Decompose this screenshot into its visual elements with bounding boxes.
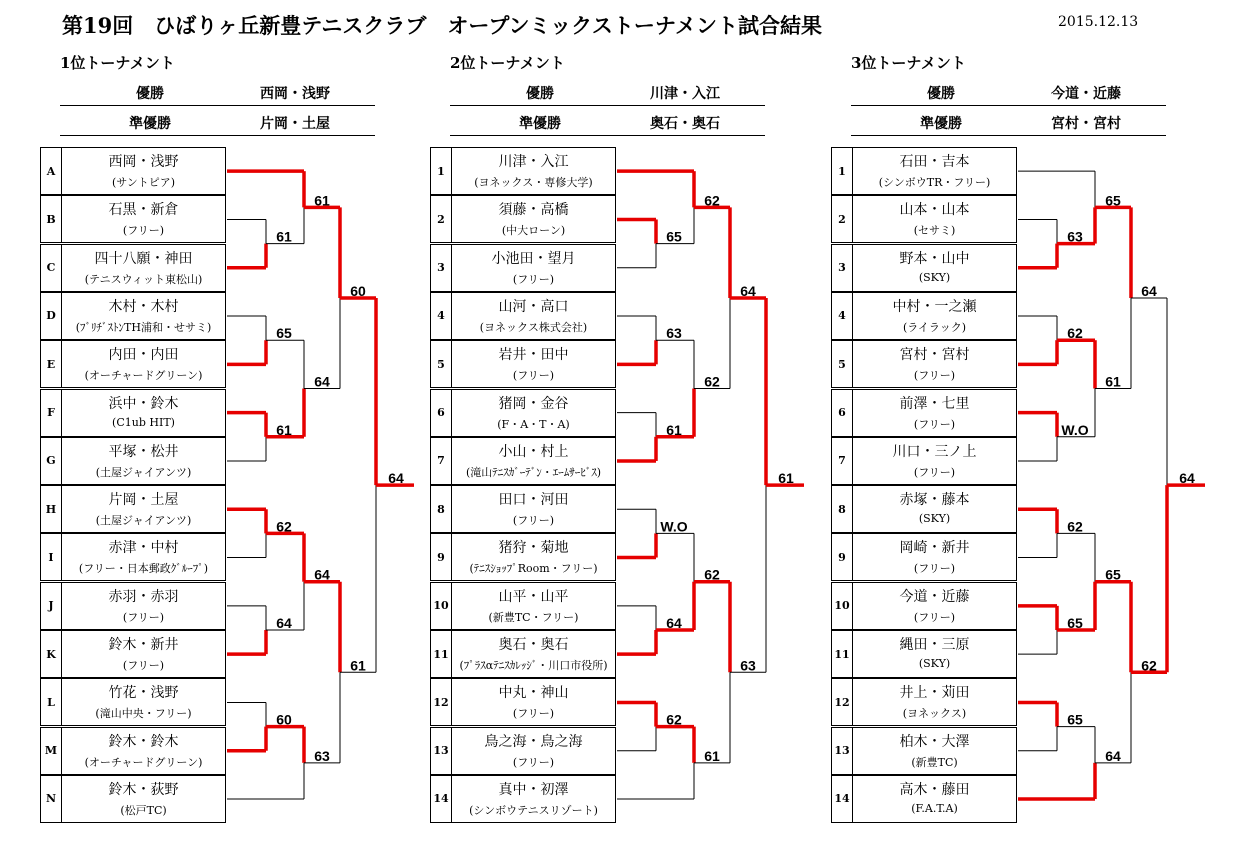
team-club: (C1ub HIT)	[112, 415, 175, 429]
team-club: (テニスウィット東松山)	[84, 272, 203, 286]
seed-label: B	[40, 195, 62, 243]
match-score: 65	[1067, 615, 1083, 631]
page-title: 第19回 ひばりヶ丘新豊テニスクラブ オープンミックストーナメント試合結果	[62, 13, 823, 38]
team-club: (ヨネックス株式会社)	[479, 320, 588, 334]
bracket-lines	[831, 0, 1231, 857]
team-names: 真中・初澤	[498, 781, 569, 798]
team-club: (フリー)	[913, 417, 956, 431]
team-club: (フリー)	[512, 272, 555, 286]
match-score: 62	[1067, 325, 1083, 342]
match-score: 61	[1105, 373, 1121, 390]
seed-label: 5	[430, 340, 452, 388]
seed-label: K	[40, 630, 62, 678]
match-score: 65	[1067, 711, 1083, 728]
team-names: 内田・内田	[108, 347, 179, 364]
team-club: (フリー・日本郵政ｸﾞﾙｰﾌﾟ)	[78, 562, 209, 576]
team-names: 奥石・奥石	[498, 637, 569, 653]
team-names: 鳥之海・鳥之海	[484, 733, 583, 750]
team-club: (ﾌﾟﾗｽαﾃﾆｽｶﾚｯｼﾞ・川口市役所)	[459, 659, 608, 672]
seed-label: N	[40, 775, 62, 823]
runnerup-value: 奥石・奥石	[650, 116, 720, 132]
seed-label: 12	[430, 678, 452, 726]
seed-label: 7	[831, 437, 853, 485]
team-names: 小山・村上	[498, 443, 569, 460]
team-club: (ライラック)	[902, 320, 967, 334]
team-names: 赤羽・赤羽	[108, 588, 179, 605]
seed-label: 13	[831, 727, 853, 775]
team-club: (オーチャードグリーン)	[84, 755, 203, 769]
team-names: 石黒・新倉	[108, 202, 179, 219]
seed-label: L	[40, 678, 62, 726]
team-names: 鈴木・新井	[108, 637, 179, 653]
team-club: (土屋ジャイアンツ)	[95, 514, 192, 528]
team-club: (フリー)	[122, 659, 165, 672]
winner-label: 優勝	[136, 86, 164, 102]
match-score: 65	[1105, 566, 1121, 583]
match-score: 63	[666, 325, 682, 342]
team-names: 田口・河田	[498, 492, 569, 509]
seed-label: 3	[430, 244, 452, 292]
seed-label: 5	[831, 340, 853, 388]
bracket-title: 2位トーナメント	[450, 54, 565, 72]
team-club: (フリー)	[913, 562, 956, 576]
team-names: 山本・山本	[899, 202, 970, 219]
team-club: (シンボウテニスリゾート)	[469, 803, 598, 817]
team-names: 鈴木・荻野	[108, 781, 179, 798]
team-names: 浜中・鈴木	[108, 395, 179, 412]
bracket-title: 3位トーナメント	[851, 54, 966, 72]
match-score: 63	[314, 747, 330, 764]
bracket-section-1	[40, 0, 404, 857]
team-club: (ﾌﾞﾘﾁﾞｽﾄﾝTH浦和・せサミ)	[75, 320, 212, 334]
bracket-lines	[430, 0, 830, 857]
team-club: (フリー)	[512, 707, 555, 721]
team-club: (新豊TC)	[911, 755, 958, 769]
match-score: 61	[276, 228, 292, 245]
match-score: 64	[314, 373, 330, 390]
winner-label: 優勝	[927, 86, 955, 102]
match-score: 62	[666, 711, 682, 728]
team-club: (ヨネックス)	[902, 707, 967, 721]
team-club: (新豊TC・フリー)	[488, 610, 579, 624]
team-names: 宮村・宮村	[899, 347, 970, 364]
team-names: 赤津・中村	[108, 540, 179, 557]
seed-label: 9	[831, 533, 853, 581]
match-score: 64	[276, 615, 292, 631]
team-names: 中丸・神山	[498, 685, 569, 702]
team-club: (松戸TC)	[120, 803, 167, 817]
match-score: 63	[740, 657, 756, 674]
team-names: 今道・近藤	[899, 588, 970, 605]
team-names: 岩井・田中	[498, 347, 569, 364]
match-score: 61	[704, 747, 720, 764]
team-club: (滝山中央・フリー)	[95, 707, 192, 721]
match-score: 64	[740, 282, 756, 299]
match-score: 62	[704, 192, 720, 209]
team-club: (フリー)	[512, 369, 555, 383]
team-club: (フリー)	[122, 224, 165, 238]
team-names: 鈴木・鈴木	[108, 733, 179, 750]
bracket-section-3	[831, 0, 1195, 857]
seed-label: C	[40, 244, 62, 292]
winner-value: 川津・入江	[650, 86, 720, 102]
seed-label: 13	[430, 727, 452, 775]
bracket-lines	[40, 0, 440, 857]
team-names: 山河・高口	[498, 298, 569, 315]
team-club: (F・A・T・A)	[497, 417, 570, 431]
team-club: (SKY)	[918, 657, 951, 670]
seed-label: 2	[831, 195, 853, 243]
match-score: W.O	[660, 518, 688, 535]
seed-label: 8	[831, 485, 853, 533]
team-club: (サントピア)	[111, 176, 176, 189]
team-names: 中村・一之瀬	[892, 298, 977, 315]
team-club: (フリー)	[913, 610, 956, 624]
match-score: 60	[350, 282, 366, 299]
seed-label: 4	[831, 292, 853, 340]
seed-label: J	[40, 582, 62, 630]
seed-label: M	[40, 727, 62, 775]
team-club: (シンボウTR・フリー)	[878, 176, 991, 189]
team-names: 柏木・大澤	[899, 733, 970, 750]
runnerup-label: 準優勝	[920, 116, 962, 132]
team-club: (セサミ)	[913, 224, 956, 238]
seed-label: 12	[831, 678, 853, 726]
seed-label: D	[40, 292, 62, 340]
team-names: 野本・山中	[899, 250, 970, 267]
match-score: 64	[1105, 747, 1121, 764]
seed-label: A	[40, 147, 62, 195]
team-names: 猪狩・菊地	[498, 540, 569, 557]
team-names: 岡崎・新井	[899, 540, 970, 557]
team-club: (土屋ジャイアンツ)	[95, 465, 192, 479]
seed-label: 9	[430, 533, 452, 581]
seed-label: 1	[831, 147, 853, 195]
match-score: 64	[1179, 470, 1195, 487]
seed-label: 8	[430, 485, 452, 533]
team-names: 竹花・浅野	[108, 685, 179, 702]
match-score: 61	[276, 421, 292, 438]
team-club: (F.A.T.A)	[911, 801, 958, 815]
event-date: 2015.12.13	[1058, 14, 1139, 30]
bracket-section-2	[430, 0, 794, 857]
match-score: 61	[350, 657, 366, 674]
winner-label: 優勝	[526, 86, 554, 102]
team-names: 川津・入江	[498, 154, 569, 170]
team-club: (ヨネックス・専修大学)	[474, 176, 593, 189]
seed-label: 10	[430, 582, 452, 630]
match-score: 65	[1105, 192, 1121, 209]
match-score: W.O	[1061, 421, 1089, 438]
winner-value: 今道・近藤	[1051, 86, 1121, 102]
team-names: 平塚・松井	[108, 443, 179, 460]
seed-label: 11	[831, 630, 853, 678]
team-club: (SKY)	[918, 512, 951, 526]
team-names: 西岡・浅野	[108, 154, 179, 170]
team-names: 川口・三ノ上	[892, 443, 977, 460]
seed-label: 1	[430, 147, 452, 195]
team-names: 木村・木村	[108, 298, 179, 315]
match-score: 64	[666, 615, 682, 631]
team-club: (中大ローン)	[501, 224, 566, 238]
team-names: 縄田・三原	[899, 637, 970, 653]
team-club: (ﾃﾆｽｼｮｯﾌﾟRoom・フリー)	[469, 562, 598, 576]
team-club: (フリー)	[512, 514, 555, 528]
team-names: 四十八願・神田	[94, 250, 193, 267]
team-club: (オーチャードグリーン)	[84, 369, 203, 383]
seed-label: 14	[831, 775, 853, 823]
runnerup-value: 片岡・土屋	[260, 116, 330, 132]
team-names: 小池田・望月	[491, 250, 576, 267]
team-club: (滝山ﾃﾆｽｶﾞｰﾃﾞﾝ・ｴｰﾑｻｰﾋﾞｽ)	[465, 465, 602, 479]
match-score: 64	[314, 566, 330, 583]
seed-label: 4	[430, 292, 452, 340]
seed-label: 6	[831, 389, 853, 437]
team-names: 片岡・土屋	[108, 492, 179, 509]
seed-label: I	[40, 533, 62, 581]
seed-label: 6	[430, 389, 452, 437]
team-club: (SKY)	[918, 270, 951, 284]
team-names: 石田・吉本	[899, 154, 970, 170]
match-score: 61	[778, 470, 794, 487]
team-names: 猪岡・金谷	[498, 395, 569, 412]
seed-label: H	[40, 485, 62, 533]
match-score: 62	[1067, 518, 1083, 535]
seed-label: 11	[430, 630, 452, 678]
match-score: 62	[704, 373, 720, 390]
match-score: 63	[1067, 228, 1083, 245]
match-score: 65	[276, 325, 292, 342]
seed-label: G	[40, 437, 62, 485]
seed-label: F	[40, 389, 62, 437]
match-score: 64	[388, 470, 404, 487]
match-score: 62	[1141, 657, 1157, 674]
bracket-title: 1位トーナメント	[60, 54, 175, 72]
team-club: (フリー)	[512, 755, 555, 769]
match-score: 62	[704, 566, 720, 583]
match-score: 60	[276, 711, 292, 728]
seed-label: 10	[831, 582, 853, 630]
team-club: (フリー)	[913, 465, 956, 479]
winner-value: 西岡・浅野	[260, 86, 330, 102]
match-score: 65	[666, 228, 682, 245]
seed-label: 3	[831, 244, 853, 292]
runnerup-value: 宮村・宮村	[1051, 116, 1121, 132]
seed-label: E	[40, 340, 62, 388]
team-names: 須藤・高橋	[498, 202, 569, 219]
team-names: 山平・山平	[498, 588, 569, 605]
team-club: (フリー)	[913, 369, 956, 383]
match-score: 61	[314, 192, 330, 209]
runnerup-label: 準優勝	[129, 116, 171, 132]
match-score: 61	[666, 421, 682, 438]
team-names: 前澤・七里	[899, 395, 970, 412]
team-names: 井上・苅田	[899, 685, 970, 702]
seed-label: 14	[430, 775, 452, 823]
match-score: 64	[1141, 282, 1157, 299]
match-score: 62	[276, 518, 292, 535]
team-names: 高木・藤田	[899, 781, 970, 798]
runnerup-label: 準優勝	[519, 116, 561, 132]
team-club: (フリー)	[122, 610, 165, 624]
seed-label: 2	[430, 195, 452, 243]
seed-label: 7	[430, 437, 452, 485]
team-names: 赤塚・藤本	[899, 492, 970, 509]
